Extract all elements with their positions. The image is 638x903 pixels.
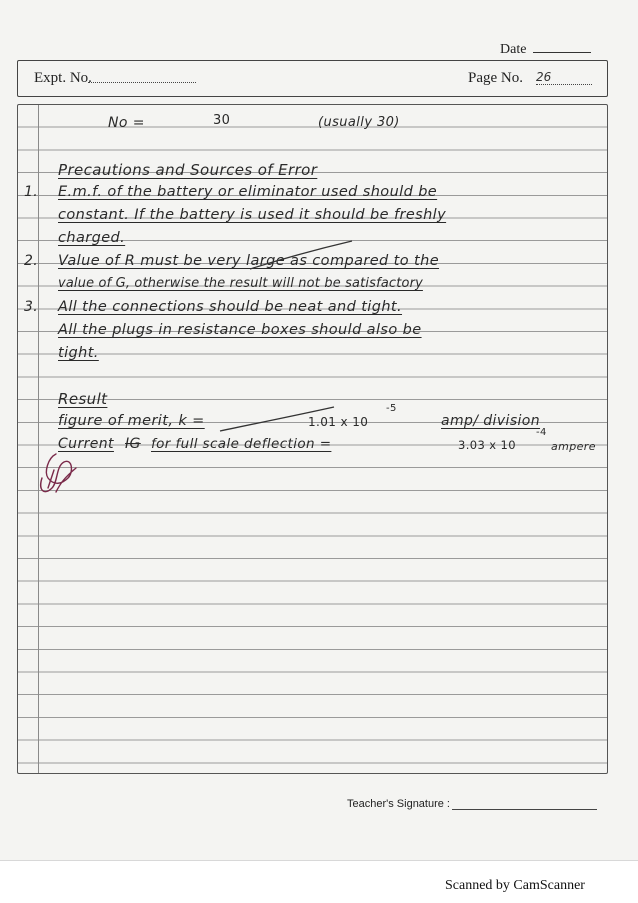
item-1-number: 1.: [24, 184, 39, 200]
current-unit: ampere: [551, 440, 596, 453]
no-value: 30: [213, 113, 231, 128]
precautions-heading: Precautions and Sources of Error: [58, 161, 318, 179]
figure-of-merit-unit: amp/ division: [441, 413, 541, 429]
item-1-line-3: charged.: [58, 230, 126, 246]
current-exponent: -4: [536, 427, 547, 438]
item-1-line-2: constant. If the battery is used it should be freshly: [58, 207, 447, 223]
item-2-line-1: Value of R must be very large as compared to the: [58, 253, 440, 269]
item-3-line-2: All the plugs in resistance boxes should also be: [58, 322, 422, 338]
item-2-number: 2.: [24, 253, 39, 269]
teacher-check-mark-icon: [34, 448, 80, 498]
figure-of-merit-label: figure of merit, k =: [58, 413, 205, 429]
teachers-signature-label: Teacher's Signature :: [347, 798, 450, 810]
item-1-line-1: E.m.f. of the battery or eliminator used should be: [58, 184, 438, 200]
pen-stroke-mark-2: [218, 405, 338, 435]
no-label: No =: [108, 115, 145, 131]
page-no-value: 26: [536, 70, 552, 84]
ruled-area: [17, 104, 608, 774]
current-struck-text: IG: [125, 436, 141, 452]
page-no-label: Page No.: [468, 70, 523, 86]
header-box: [17, 60, 608, 97]
margin-line: [38, 105, 39, 773]
pen-stroke-mark: [248, 235, 358, 275]
figure-of-merit-value: 1.01 x 10: [308, 415, 369, 429]
scanner-watermark: Scanned by CamScanner: [445, 878, 585, 893]
date-label: Date: [500, 42, 527, 57]
current-rest-label: for full scale deflection =: [151, 436, 332, 452]
expt-no-dots: [88, 82, 196, 83]
figure-of-merit-exponent: -5: [386, 403, 397, 414]
expt-no-label: Expt. No.: [34, 70, 92, 86]
result-heading: Result: [58, 390, 108, 408]
item-3-line-3: tight.: [58, 345, 99, 361]
date-line: [533, 52, 591, 53]
page-no-dots: [536, 84, 592, 85]
item-3-line-1: All the connections should be neat and tight.: [58, 299, 403, 315]
item-3-number: 3.: [24, 299, 39, 315]
item-2-line-2: value of G, otherwise the result will not be satisfactory: [58, 276, 423, 291]
current-value: 3.03 x 10: [458, 438, 516, 452]
current-label: Current: [58, 436, 114, 452]
no-note: (usually 30): [318, 115, 400, 130]
teachers-signature-line: [452, 809, 597, 810]
